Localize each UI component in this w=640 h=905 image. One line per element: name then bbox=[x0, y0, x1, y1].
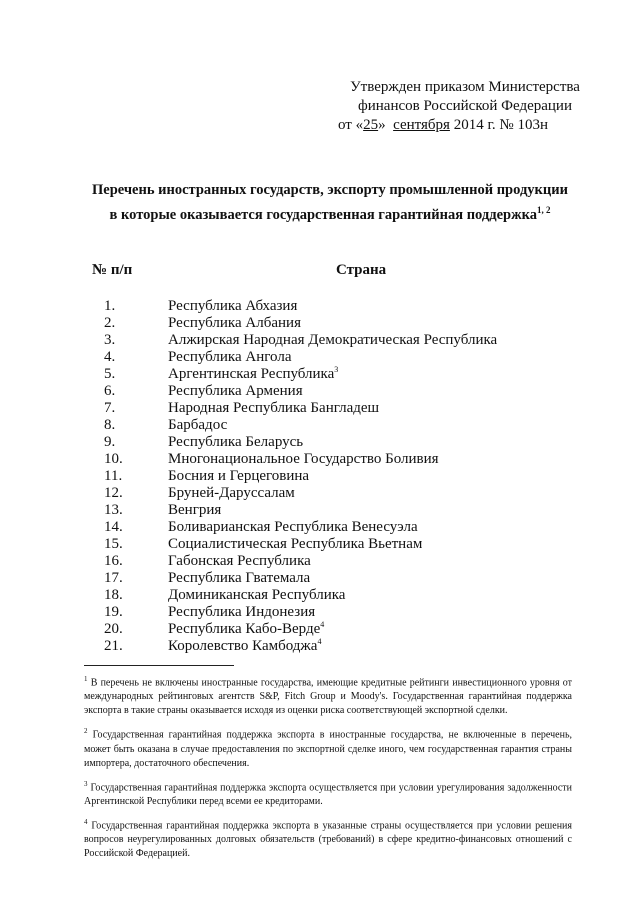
footnote-mark: 1 bbox=[84, 675, 88, 683]
country-name bbox=[168, 332, 497, 349]
approval-close-quote: » bbox=[378, 117, 386, 133]
country-name bbox=[168, 604, 315, 621]
country-name bbox=[168, 366, 338, 383]
country-name bbox=[168, 315, 301, 332]
country-name-text: Бруней-Даруссалам bbox=[168, 485, 295, 501]
country-name bbox=[168, 621, 324, 638]
row-number: 9. bbox=[104, 434, 116, 450]
country-name-text: Республика Кабо-Верде bbox=[168, 621, 321, 637]
country-name-text: Боливарианская Республика Венесуэла bbox=[168, 519, 418, 535]
row-number: 13. bbox=[104, 502, 123, 518]
row-number: 11. bbox=[104, 468, 123, 484]
country-name-text: Доминиканская Республика bbox=[168, 587, 346, 603]
row-number: 4. bbox=[104, 349, 116, 365]
footnote-text: Государственная гарантийная поддержка экспорта в указанные страны осуществляется при условии решения вопросов неурегулированных долговых обязательств (требований) в сфере кредитно-финансовых отношений с Российской Федерацией. bbox=[84, 820, 572, 860]
approval-month: сентября bbox=[393, 117, 450, 133]
title-footnote-refs: 1, 2 bbox=[536, 205, 551, 215]
country-name-text: Барбадос bbox=[168, 417, 228, 433]
country-name bbox=[168, 434, 303, 451]
list-item bbox=[0, 315, 640, 332]
footnote bbox=[84, 724, 572, 770]
country-name-text: Социалистическая Республика Вьетнам bbox=[168, 536, 423, 552]
footnote-text: В перечень не включены иностранные государства, имеющие кредитные рейтинги инвестиционного уровня от международных рейтинговых агентств S&P, Fitch Group и Moody's. Государственная гарантийная поддержка экспорта в такие страны оказывается исходя из оценки риска соответствующей экспортной сделки. bbox=[84, 677, 572, 717]
row-number: 12. bbox=[104, 485, 123, 501]
country-name-text: Республика Абхазия bbox=[168, 298, 298, 314]
country-name-text: Венгрия bbox=[168, 502, 222, 518]
country-name-text: Габонская Республика bbox=[168, 553, 311, 569]
list-item bbox=[0, 587, 640, 604]
country-name bbox=[168, 298, 297, 315]
country-name bbox=[168, 553, 311, 570]
country-name bbox=[168, 383, 303, 400]
list-item bbox=[0, 553, 640, 570]
country-name bbox=[168, 587, 345, 604]
approval-line-3 bbox=[330, 116, 600, 135]
country-name-text: Республика Индонезия bbox=[168, 604, 316, 620]
footnote-ref: 4 bbox=[320, 620, 325, 629]
list-item bbox=[0, 485, 640, 502]
footnote bbox=[84, 672, 572, 718]
approval-prefix: от « bbox=[338, 117, 364, 133]
list-item bbox=[0, 502, 640, 519]
country-name-text: Народная Республика Бангладеш bbox=[168, 400, 380, 416]
approval-year: 2014 г. № bbox=[453, 117, 514, 133]
footnote-mark: 4 bbox=[84, 817, 88, 826]
row-number: 5. bbox=[104, 366, 116, 382]
country-name-text: Республика Беларусь bbox=[168, 434, 304, 450]
country-name-text: Королевство Камбоджа bbox=[168, 638, 318, 654]
list-item bbox=[0, 383, 640, 400]
footnote bbox=[84, 815, 572, 861]
list-item bbox=[0, 570, 640, 587]
row-number: 1. bbox=[104, 298, 116, 314]
footnote-ref: 3 bbox=[334, 365, 339, 374]
row-number: 18. bbox=[104, 587, 123, 603]
row-number: 16. bbox=[104, 553, 123, 569]
list-item bbox=[0, 468, 640, 485]
country-name bbox=[168, 417, 227, 434]
title-line-2: в которые оказывается государственная гарантийная поддержка bbox=[109, 206, 537, 223]
list-item bbox=[0, 417, 640, 434]
country-name bbox=[168, 502, 221, 519]
footnote-ref: 4 bbox=[317, 637, 322, 646]
country-name-text: Алжирская Народная Демократическая Республика bbox=[168, 332, 498, 348]
country-name bbox=[168, 451, 439, 468]
row-number: 15. bbox=[104, 536, 123, 552]
approval-day: 25 bbox=[363, 117, 379, 133]
row-number: 6. bbox=[104, 383, 116, 399]
footnote bbox=[84, 777, 572, 809]
row-number: 10. bbox=[104, 451, 123, 467]
footnote-text: Государственная гарантийная поддержка экспорта осуществляется при условии урегулирования задолженности Аргентинской Республики перед всеми ее кредиторами. bbox=[84, 781, 572, 807]
approval-line-1: Утвержден приказом Министерства bbox=[350, 79, 580, 95]
country-name bbox=[168, 536, 422, 553]
list-item bbox=[0, 519, 640, 536]
list-item bbox=[0, 536, 640, 553]
row-number: 8. bbox=[104, 417, 116, 433]
title-line-1: Перечень иностранных государств, экспорту промышленной продукции bbox=[92, 182, 568, 198]
approval-number: 103н bbox=[517, 117, 548, 133]
list-item bbox=[0, 434, 640, 451]
country-name-text: Республика Албания bbox=[168, 315, 301, 331]
row-number: 17. bbox=[104, 570, 123, 586]
country-name-text: Босния и Герцеговина bbox=[168, 468, 310, 484]
column-header-number: № п/п bbox=[92, 262, 133, 278]
country-name bbox=[168, 349, 292, 366]
list-item bbox=[0, 451, 640, 468]
list-item bbox=[0, 604, 640, 621]
list-item bbox=[0, 349, 640, 366]
country-name bbox=[168, 485, 295, 502]
country-list bbox=[0, 298, 640, 655]
list-item bbox=[0, 638, 640, 655]
row-number: 2. bbox=[104, 315, 116, 331]
country-name-text: Республика Армения bbox=[168, 383, 303, 399]
footnote-mark: 3 bbox=[84, 779, 88, 788]
row-number: 20. bbox=[104, 621, 123, 637]
list-item bbox=[0, 400, 640, 417]
row-number: 21. bbox=[104, 638, 123, 654]
country-name bbox=[168, 570, 310, 587]
list-item bbox=[0, 332, 640, 349]
footnotes bbox=[84, 672, 572, 867]
country-name bbox=[168, 400, 379, 417]
approval-line-2: финансов Российской Федерации bbox=[358, 98, 572, 114]
footnote-mark: 2 bbox=[84, 727, 88, 736]
row-number: 3. bbox=[104, 332, 116, 348]
row-number: 14. bbox=[104, 519, 123, 535]
country-name bbox=[168, 519, 418, 536]
row-number: 19. bbox=[104, 604, 123, 620]
country-name bbox=[168, 638, 321, 655]
list-item bbox=[0, 298, 640, 315]
country-name-text: Республика Гватемала bbox=[168, 570, 311, 586]
list-item bbox=[0, 366, 640, 383]
list-item bbox=[0, 621, 640, 638]
footnote-text: Государственная гарантийная поддержка экспорта в иностранные государства, не включенные в перечень, может быть оказана в случае предоставления по экспортной сделке иного, чем государственная гарантия страны импортера, достаточного обеспечения. bbox=[84, 729, 572, 769]
country-name bbox=[168, 468, 309, 485]
country-name-text: Республика Ангола bbox=[168, 349, 292, 365]
column-header-country: Страна bbox=[336, 262, 387, 278]
footnote-separator bbox=[84, 665, 234, 666]
approval-block bbox=[330, 78, 600, 135]
row-number: 7. bbox=[104, 400, 116, 416]
country-name-text: Аргентинская Республика bbox=[168, 366, 335, 382]
document-title bbox=[60, 180, 600, 225]
country-name-text: Многонациональное Государство Боливия bbox=[168, 451, 439, 467]
